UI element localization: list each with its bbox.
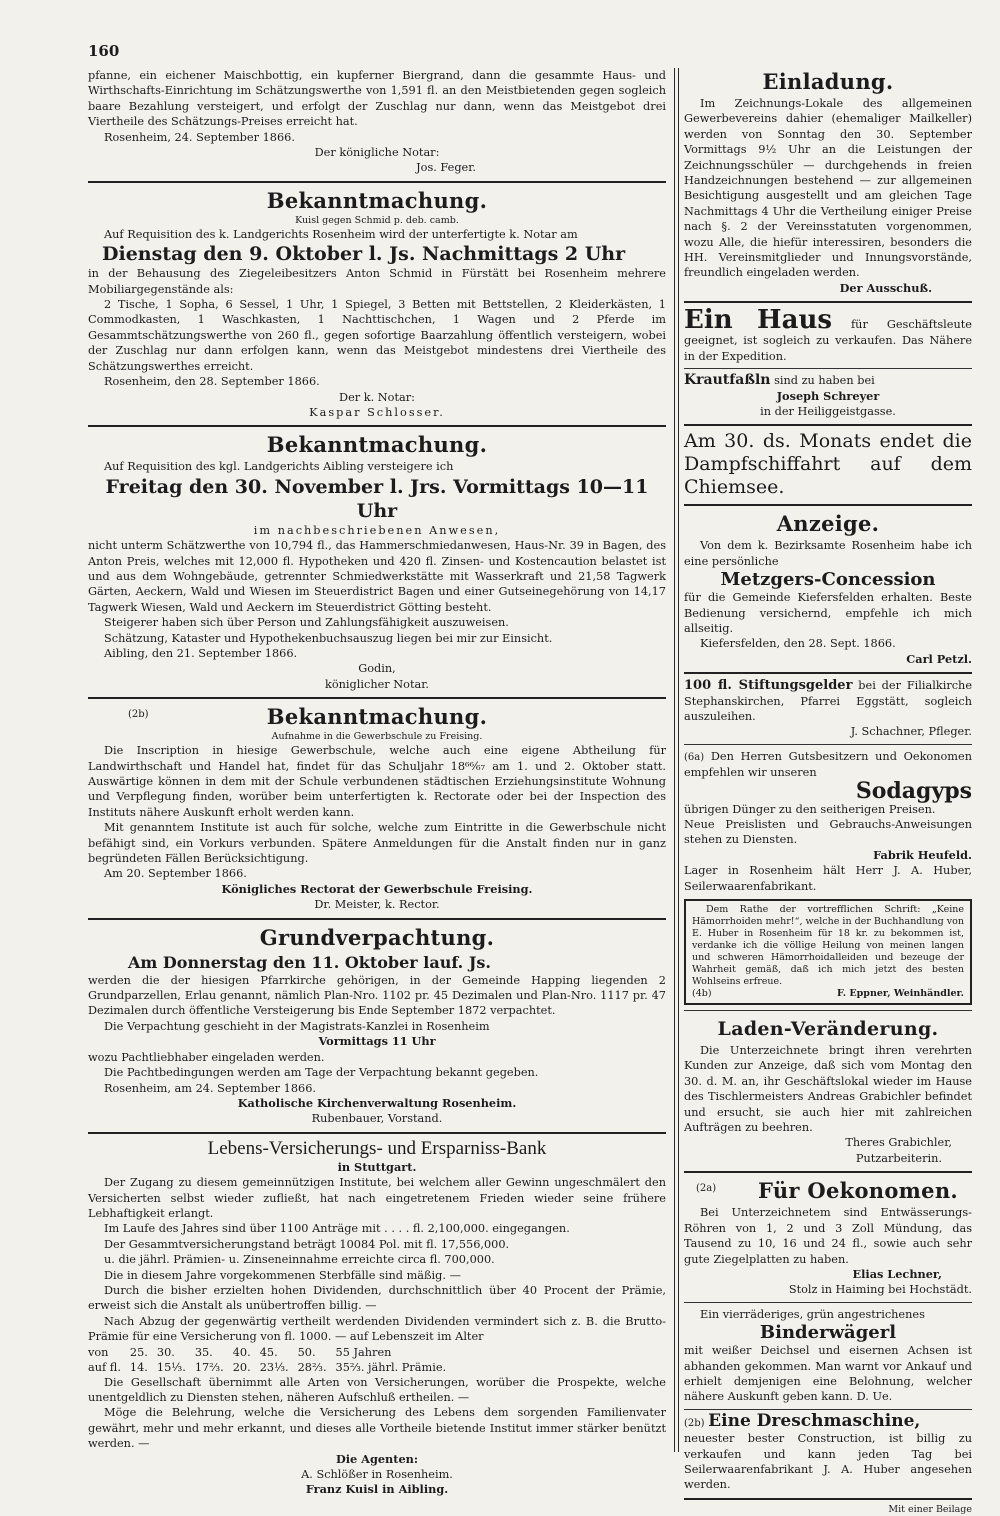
ad-tag: (2a) xyxy=(696,1183,717,1195)
place-date: Am 20. September 1866. xyxy=(104,867,247,881)
signature: Fabrik Heufeld. xyxy=(873,847,972,862)
signature: Jos. Feger. xyxy=(416,161,476,175)
divider xyxy=(684,1498,972,1500)
table-row xyxy=(88,1360,455,1375)
ad-dampfschiffahrt xyxy=(684,430,972,499)
notice-insurance-bank xyxy=(88,1138,666,1498)
notice-tag: (2b) xyxy=(128,709,149,721)
auction-date: Dienstag den 9. Oktober l. Js. Nachmittags 2 Uhr xyxy=(102,243,626,266)
bank-city: in Stuttgart. xyxy=(337,1159,417,1174)
ad-body: Die Unterzeichnete bringt ihren verehrten Kunden zur Anzeige, daß sich vom Montag den 30. d. M. an, ihr Geschäftslokal wieder im Hause des Tischlermeisters Andreas Grabichler befindet und ersucht, sie auch hier mit zahlreichen Aufträgen zu beehren. xyxy=(684,1044,972,1135)
notice-bekanntmachung-preis xyxy=(88,431,666,692)
ad-body: Bei Unterzeichnetem sind Entwässerungs-Röhren von 1, 2 und 3 Zoll Mündung, das Tausend zu 10, 16 und 24 fl., sowie auch sehr gute Ziegelplatten zu haben. xyxy=(684,1206,972,1266)
ad-tag: (4b) xyxy=(692,988,712,1000)
divider xyxy=(88,918,666,920)
divider xyxy=(684,744,972,745)
notice-bekanntmachung-schmid xyxy=(88,187,666,420)
notice-paragraph: Durch die bisher erzielten hohen Dividenden, durchschnittlich über 40 Procent der Prämie, erweist sich die Anstalt als unübertroffen billig. — xyxy=(88,1283,666,1313)
ad-laden-veraenderung xyxy=(684,1015,972,1166)
place-date: Rosenheim, am 24. September 1866. xyxy=(104,1081,316,1095)
ad-body: sind zu haben bei xyxy=(774,374,875,388)
notice-subtitle: im nachbeschriebenen Anwesen, xyxy=(253,523,501,537)
premium-table xyxy=(88,1345,455,1375)
ad-body: bei der Filialkirche Stephanskirchen, Pfarrei Eggstätt, sogleich auszuleihen. xyxy=(684,679,973,723)
ad-headline: Binderwägerl xyxy=(759,1322,897,1344)
notice-body: pfanne, ein eichener Maischbottig, ein kupferner Biergrand, dann die gesammte Haus- und Wirthschafts-Einrichtung im Schätzungswerthe von 1,591 fl. an den Meistbietenden gegen sogleich baare Bezahlung versteigert, und erfolgt der Zuschlag nur dann, wenn das Meistgebot drei Viertheile des Schätzungs-Preises erreicht hat. xyxy=(88,69,666,129)
ad-body: für die Gemeinde Kiefersfelden erhalten. Beste Bedienung versichernd, empfehle ich mich allseitig. xyxy=(684,591,972,635)
ad-stiftungsgelder xyxy=(684,678,972,740)
notice-gewerbschule xyxy=(88,703,666,912)
official-title: Der k. Notar: xyxy=(339,390,415,404)
ad-body: übrigen Dünger zu den seitherigen Preisen. xyxy=(684,802,936,816)
ad-body: Lager in Rosenheim hält Herr J. A. Huber, Seilerwaarenfabrikant. xyxy=(684,864,972,893)
ad-headline: Krautfaßln xyxy=(684,372,771,389)
notice-body: Die Inscription in hiesige Gewerbschule, welche auch eine eigene Abtheilung für Landwirthschaft und Handel hat, findet für das Schuljahr 18⁶⁶⁄₆₇ am 1. und 2. Oktober statt. Auswärtige können in dem mit der Schule verbundenen städtischen Erziehungsinstitute Wohnung und Verpflegung finden, worüber beim unterfertigten k. Rectorate oder bei der Inspection des Instituts nähere Auskunft erholt werden kann. xyxy=(88,744,666,819)
notice-intro: Auf Requisition des k. Landgerichts Rosenheim wird der unterfertigte k. Notar am xyxy=(104,227,578,241)
ad-body: Neue Preislisten und Gebrauchs-Anweisungen stehen zu Diensten. xyxy=(684,818,972,847)
right-column xyxy=(684,68,972,1516)
divider xyxy=(88,697,666,699)
ad-title: Laden-Veränderung. xyxy=(717,1018,939,1041)
table-cell: 28⅔. xyxy=(297,1360,327,1374)
notice-paragraph: Schätzung, Kataster und Hypothekenbuchsauszug liegen bei mir zur Einsicht. xyxy=(104,631,553,645)
merchant-address: in der Heiliggeistgasse. xyxy=(760,404,896,418)
ad-body: Den Herren Gutsbesitzern und Oekonomen empfehlen wir unseren xyxy=(684,749,972,780)
notice-paragraph: Die Pachtbedingungen werden am Tage der Verpachtung bekannt gegeben. xyxy=(104,1066,539,1080)
divider xyxy=(684,368,972,369)
notice-paragraph: Die Gesellschaft übernimmt alle Arten von Versicherungen, worüber die Prospekte, welche unentgeldlich zu Diensten stehen, näheren Aufschluß ertheilen. — xyxy=(88,1375,666,1404)
notice-body: in der Behausung des Ziegeleibesitzers Anton Schmid in Fürstätt bei Rosenheim mehrere Mobiliargegenstände als: xyxy=(88,267,666,296)
ad-binderwaegerl xyxy=(684,1307,972,1405)
table-cell: 35⅔. jährl. Prämie. xyxy=(335,1360,447,1374)
table-cell: 23⅓. xyxy=(259,1360,289,1374)
supplement-note: Mit einer Beilage xyxy=(888,1503,972,1515)
ad-intro: Von dem k. Bezirksamte Rosenheim habe ich eine persönliche xyxy=(684,539,972,568)
notice-paragraph: u. die jährl. Prämien- u. Zinseneinnahme erreichte circa fl. 700,000. xyxy=(104,1253,495,1267)
place-date: Aibling, den 21. September 1866. xyxy=(104,646,298,660)
ad-intro: Ein vierräderiges, grün angestrichenes xyxy=(700,1307,925,1321)
ad-fuer-oekonomen xyxy=(684,1177,972,1297)
table-cell: 40. xyxy=(232,1345,251,1359)
organisation: Königliches Rectorat der Gewerbschule Freising. xyxy=(221,881,533,896)
notice-subtitle: Aufnahme in die Gewerbschule zu Freising. xyxy=(271,731,483,743)
official-title: Der königliche Notar: xyxy=(314,146,440,160)
signature-role: Putzarbeiterin. xyxy=(855,1151,942,1165)
notice-title: Grundverpachtung. xyxy=(259,924,495,950)
newspaper-page xyxy=(88,42,973,1515)
place-date: Kiefersfelden, den 28. Sept. 1866. xyxy=(700,637,896,651)
notice-body: werden die der hiesigen Pfarrkirche gehörigen, in der Gemeinde Happing liegenden 2 Grundparzellen, Erlau genannt, nämlich Plan-Nro. 1102 pr. 45 Dezimalen und Plan-Nro. 1117 pr. 47 Dezimalen durch öffentliche Versteigerung bis Ende September 1872 verpachtet. xyxy=(88,973,666,1018)
notice-paragraph: Die in diesem Jahre vorgekommenen Sterbfälle sind mäßig. — xyxy=(104,1268,461,1282)
table-row xyxy=(88,1345,455,1360)
ad-krautfassln xyxy=(684,373,972,419)
signature: J. Schachner, Pfleger. xyxy=(850,725,972,739)
notice-paragraph: Der Zugang zu diesem gemeinnützigen Institute, bei welchem aller Gewinn ungeschmälert den Versicherten selbst wieder zufließt, hat nach eingetretenem Frieden wieder seine frühere Lebhaftigkeit erlangt. xyxy=(88,1176,666,1220)
signature: Godin, xyxy=(358,662,396,676)
agent: A. Schlößer in Rosenheim. xyxy=(301,1468,453,1482)
place-date: Rosenheim, 24. September 1866. xyxy=(104,130,295,144)
ad-title: Für Oekonomen. xyxy=(757,1178,959,1204)
signature: Carl Petzl. xyxy=(906,651,972,666)
ad-headline: Metzgers-Concession xyxy=(720,569,936,591)
divider xyxy=(684,504,972,506)
ad-metzgers-concession xyxy=(684,510,972,667)
ad-body: Am 30. ds. Monats endet die Dampfschiffahrt auf dem Chiemsee. xyxy=(684,430,972,499)
table-cell: 45. xyxy=(259,1345,278,1359)
notice-paragraph: wozu Pachtliebhaber eingeladen werden. xyxy=(88,1050,325,1064)
ad-headline: Ein Haus xyxy=(684,305,832,336)
ad-body: mit weißer Deichsel und eisernen Achsen ist abhanden gekommen. Man warnt vor Ankauf und erhielt demjenigen eine Belohnung, welcher nähere Auskunft geben kann. D. Ue. xyxy=(684,1344,972,1404)
divider xyxy=(684,301,972,303)
table-cell: 30. xyxy=(156,1345,175,1359)
testimonial-text: Dem Rathe der vortrefflichen Schrift: „Keine Hämorrhoiden mehr!“, welche in der Buchhandlung von E. Huber in Rosenheim für 18 kr. zu bekommen ist, verdanke ich die völlige Heilung von meinen langen und schweren Hämorrhoidalleiden und bezeuge der Wahrheit gemäß, daß ich mich jetzt des besten Wohlseins erfreue. xyxy=(692,904,964,988)
divider xyxy=(88,1132,666,1134)
signature: Elias Lechner, xyxy=(852,1266,942,1281)
divider xyxy=(684,1171,972,1173)
signature: Kaspar Schlosser. xyxy=(309,405,445,419)
notice-title: Bekanntmachung. xyxy=(266,704,488,730)
signature-role: königlicher Notar. xyxy=(325,677,429,691)
merchant-name: Joseph Schreyer xyxy=(776,388,880,403)
notice-items: 2 Tische, 1 Sopha, 6 Sessel, 1 Uhr, 1 Spiegel, 3 Betten mit Bettstellen, 2 Kleiderkästen, 1 Commodkasten, 1 Waschkasten, 1 Nachttischchen, 1 Wagen und 2 Pferde im Gesammtschätzungswerthe von 260 fl., gegen sofortige Baarzahlung öffentlich versteigern, wobei der Zuschlag nur dann erfolgen kann, wenn das Meistgebot mindestens drei Viertheile des Schätzungswerthes erreicht. xyxy=(88,298,666,373)
column-rule-inner xyxy=(678,68,679,1452)
notice-paragraph: Nach Abzug der gegenwärtig vertheilt werdenden Dividenden vermindert sich z. B. die Brutto-Prämie für eine Versicherung von fl. 1000. — auf Lebenszeit im Alter xyxy=(88,1314,666,1344)
ad-body: neuester bester Construction, ist billig zu verkaufen und kann jeden Tag bei Seilerwaarenfabrikant J. A. Huber angesehen werden. xyxy=(684,1432,972,1492)
agent: Franz Kuisl in Aibling. xyxy=(305,1482,449,1497)
notice-paragraph: Mit genanntem Institute ist auch für solche, welche zum Eintritte in die Gewerbschule nicht befähigt sind, ein Vorkurs verbunden. Spätere Anmeldungen für die Anstalt finden nur in ganz begründeten Fällen Berücksichtigung. xyxy=(88,821,666,866)
organisation: Katholische Kirchenverwaltung Rosenheim. xyxy=(237,1095,517,1110)
signature: Der Ausschuß. xyxy=(839,280,932,295)
notice-paragraph: Steigerer haben sich über Person und Zahlungsfähigkeit auszuweisen. xyxy=(104,616,509,630)
table-cell: 55 Jahren xyxy=(335,1345,392,1359)
divider xyxy=(684,1302,972,1303)
auction-date: Freitag den 30. November l. Jrs. Vormittags 10—11 Uhr xyxy=(105,475,649,522)
ad-headline: Sodagyps xyxy=(855,777,972,804)
ad-ein-haus xyxy=(684,307,972,364)
ad-body: Im Zeichnungs-Lokale des allgemeinen Gewerbevereins dahier (ehemaliger Mailkeller) werden von Sonntag den 30. September Vormittags 9½ Uhr an die Leistungen der Zeichnungsschüler — durchgehends in freien Handzeichnungen bestehend — zur allgemeinen Besichtigung ausgestellt und am gleichen Tage Nachmittags 4 Uhr die Vertheilung einiger Preise nach §. 2 der Vereinsstatuten vorgenommen, wozu Alle, die hiefür interessiren, besonders die HH. Vereinsmitglieder und Innungsvorstände, freundlich eingeladen werden. xyxy=(684,97,972,280)
table-cell: 35. xyxy=(194,1345,213,1359)
ad-title: Anzeige. xyxy=(776,511,880,537)
table-cell: 15⅓. xyxy=(156,1360,186,1374)
page-number: 160 xyxy=(88,42,120,60)
ad-dreschmaschine xyxy=(684,1410,972,1516)
ad-headline: Eine Dreschmaschine, xyxy=(708,1410,921,1431)
row-label: von xyxy=(88,1345,109,1359)
testimonial-box xyxy=(684,899,972,1005)
divider xyxy=(684,1409,972,1410)
signature: Dr. Meister, k. Rector. xyxy=(314,898,440,912)
left-column xyxy=(88,68,666,1498)
table-cell: 50. xyxy=(297,1345,316,1359)
lease-time: Vormittags 11 Uhr xyxy=(318,1034,436,1049)
ad-title: Einladung. xyxy=(762,69,894,94)
notice-paragraph: Im Laufe des Jahres sind über 1100 Anträge mit . . . . fl. 2,100,000. eingegangen. xyxy=(104,1222,570,1236)
notice-auction-brewery xyxy=(88,68,666,176)
ad-headline: 100 fl. Stiftungsgelder xyxy=(684,678,853,694)
divider xyxy=(684,424,972,426)
place-date: Rosenheim, den 28. September 1866. xyxy=(104,375,320,389)
signature: Theres Grabichler, xyxy=(845,1136,952,1150)
ad-body: für Geschäftsleute geeignet, ist sogleich zu verkaufen. Das Nähere in der Expedition. xyxy=(684,318,972,363)
row-label: auf fl. xyxy=(88,1360,121,1374)
divider xyxy=(684,672,972,674)
notice-paragraph: Die Verpachtung geschieht in der Magistrats-Kanzlei in Rosenheim xyxy=(104,1019,490,1033)
divider xyxy=(88,425,666,427)
ad-einladung xyxy=(684,68,972,296)
ad-tag: (6a) xyxy=(684,751,705,763)
notice-title: Bekanntmachung. xyxy=(266,432,488,458)
divider xyxy=(684,1010,972,1011)
bank-title: Lebens-Versicherungs- und Ersparniss-Bank xyxy=(207,1137,547,1159)
ad-sodagyps xyxy=(684,749,972,894)
lease-date: Am Donnerstag den 11. Oktober lauf. Js. xyxy=(128,952,491,972)
notice-body: nicht unterm Schätzwerthe von 10,794 fl., das Hammerschmiedanwesen, Haus-Nr. 39 in Bagen, des Anton Preis, welches mit 12,000 fl. Hypotheken und 420 fl. Zinsen- und Kostencaution belastet ist und aus dem Wohngebäude, getrennter Schmiedwerkstätte mit Wasserkraft und 21,58 Tagwerk Gärten, Aeckern, Wald und Wiesen im Steuerdistrict Bagen und einer Gutseinegehörung von 14,17 Tagwerk Wiesen, Wald und Aeckern im Steuerdistrict Götting besteht. xyxy=(88,539,666,614)
signature: Rubenbauer, Vorstand. xyxy=(311,1112,443,1126)
notice-paragraph: Möge die Belehrung, welche die Versicherung des Lebens dem sorgenden Familienvater gewährt, mehr und mehr erkannt, und dieses alle Vortheile bietende Institut immer stärker benützt werden. — xyxy=(88,1406,666,1451)
notice-grundverpachtung xyxy=(88,924,666,1127)
table-cell: 14. xyxy=(129,1360,148,1374)
notice-subtitle: Kuisl gegen Schmid p. deb. camb. xyxy=(295,214,459,226)
agents-heading: Die Agenten: xyxy=(335,1451,419,1466)
merchant-address: Stolz in Haiming bei Hochstädt. xyxy=(788,1283,972,1297)
table-cell: 20. xyxy=(232,1360,251,1374)
divider xyxy=(88,181,666,183)
table-cell: 17⅔. xyxy=(194,1360,224,1374)
notice-paragraph: Der Gesammtversicherungstand beträgt 10084 Pol. mit fl. 17,556,000. xyxy=(104,1237,510,1251)
signature: F. Eppner, Weinhändler. xyxy=(837,988,964,1000)
column-rule xyxy=(674,68,675,1452)
ad-tag: (2b) xyxy=(684,1417,705,1429)
table-cell: 25. xyxy=(129,1345,148,1359)
notice-title: Bekanntmachung. xyxy=(266,187,488,213)
notice-intro: Auf Requisition des kgl. Landgerichts Aibling versteigere ich xyxy=(104,460,454,474)
